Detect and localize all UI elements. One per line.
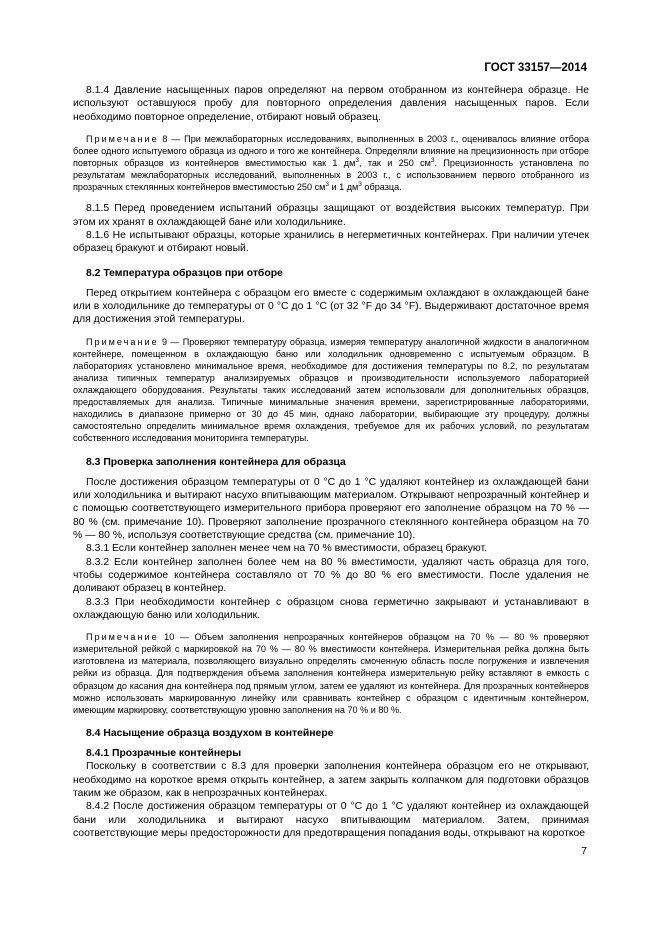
paragraph-8-4-1: Поскольку в соответствии с 8.3 для проверки заполнения контейнера образцом его не открывают, необходимо на короткое время открыть контейнер, а затем закрыть колпачком для подготовки образцов таким же образом, как в непрозрачных контейнерах.	[73, 761, 589, 799]
note-label: Примечание	[86, 133, 159, 144]
page-number: 7	[581, 846, 587, 857]
heading-8-3: 8.3 Проверка заполнения контейнера для образца	[86, 456, 346, 468]
heading-8-4: 8.4 Насыщение образца воздухом в контейнере	[86, 727, 334, 739]
paragraph-8-3: После достижения образцом температуры от 0 °С до 1 °С удаляют контейнер из охлаждающей бани или холодильника и вытирают насухо впитывающим материалом. Открывают непрозрачный контейнер и с помощью соответствующего измерительного прибора проверяют его заполнение образцом на 70 % — 80 % (см. примечание 10). Проверяют заполнение прозрачного стеклянного контейнера образцом на 70 % — 80 %, используя соответствующие средства (см. примечание 10).	[73, 476, 589, 542]
note-label: Примечание	[86, 336, 159, 347]
paragraph-8-1-5: 8.1.5 Перед проведением испытаний образцы защищают от воздействия высоких температур. При этом их хранят в охлаждающей бане или холодильнике.	[73, 203, 589, 228]
paragraph-8-1-6: 8.1.6 Не испытывают образцы, которые хранились в негерметичных контейнерах. При наличии утечек образец бракуют и отбирают новый.	[73, 229, 589, 255]
paragraph-8-3-3: 8.3.3 При необходимости контейнер с образцом снова герметично закрывают и устанавливают в охлаждающую баню или холодильник.	[73, 596, 589, 621]
paragraph-8-2: Перед открытием контейнера с образцом его вместе с содержимым охлаждают в охлаждающей бане или в холодильнике до температуры от 0 °С до 1 °С (от 32 °F до 34 °F). Выдерживают достаточное время для достижения этой температуры.	[73, 287, 589, 326]
document-header: ГОСТ 33157—2014	[484, 62, 587, 74]
paragraph-8-4-2: 8.4.2 После достижения образцом температуры от 0 °С до 1 °С удаляют контейнер из охлаждающей бани или холодильника и вытирают насухо впитывающим материалом. Затем, принимая соответствующие меры предосторожности для предотвращения попадания воды, открывают на короткое	[73, 801, 589, 839]
note-8: Примечание 8 — При межлабораторных исследованиях, выполненных в 2003 г., оценивалось влияние отбора более одного испытуемого образца из одного и того же контейнера. Определяли влияние на прецизионность при отборе повторных образцов из контейнеров вместимостью как 1 $дм^3$, так и 250 $см^3$. Прецизионность установлена по результатам межлабораторных исследований, выполненных в 2003 г., с использованием первого отобранного из прозрачных стеклянных контейнеров вместимостью 250 $см^3$ и 1 $дм^3$ образца.	[73, 133, 589, 193]
paragraph-8-3-2: 8.3.2 Если контейнер заполнен более чем на 80 % вместимости, удаляют часть образца для того, чтобы содержимое контейнера составляло от 70 % до 80 % его вместимости. После удаления не доливают образец в контейнер.	[73, 556, 589, 595]
paragraph-8-1-4: 8.1.4 Давление насыщенных паров определяют на первом отобранном из контейнера образце. Не используют оставшуюся пробу для повторного определения давления насыщенных паров. Если необходимо повторное определение, отбирают новый образец.	[73, 85, 589, 123]
document-body	[73, 84, 589, 840]
note-9: Примечание 9 — Проверяют температуру образца, измеряя температуру аналогичной жидкости в аналогичном контейнере, помещенном в охлаждающую баню или холодильник одновременно с испытуемым образцом. В лабораториях установлено минимальное время, необходимое для достижения температуры по 8.2, по результатам анализа типичных температур анализируемых образцов и производительности используемого лабораторией охлаждающего оборудования. Результаты таких исследований затем использовали для дополнительных образцов, предоставляемых для анализа. Типичные минимальные значения времени, зарегистрированные лабораториями, находились в диапазоне примерно от 30 до 45 мин, однако лаборатории, выбирающие эту процедуру, должны самостоятельно определить минимальное время охлаждения, требуемое для их рабочих условий, по результатам собственного исследования мониторинга температуры.	[73, 336, 589, 444]
note-10: Примечание 10 — Объем заполнения непрозрачных контейнеров образцом на 70 % — 80 % проверяют измерительной рейкой с маркировкой на 70 % — 80 % вместимости контейнера. Измерительная рейка должна быть изготовлена из материала, позволяющего визуально определять смоченную область после погружения и извлечения рейки из образца. Для подтверждения объема заполнения контейнера измерительную рейку вставляют в емкость с образцом до касания дна контейнера под прямым углом, затем ее удаляют из контейнера. Для прозрачных контейнеров можно использовать маркированную линейку или сравнивать контейнер с образцом с идентичным контейнером, имеющим маркировку, соответствующую уровню заполнения на 70 % и 80 %.	[73, 632, 589, 715]
paragraph-8-3-1: 8.3.1 Если контейнер заполнен менее чем на 70 % вместимости, образец бракуют.	[86, 543, 487, 555]
note-label: Примечание	[86, 632, 159, 643]
heading-8-4-1: 8.4.1 Прозрачные контейнеры	[86, 748, 242, 760]
heading-8-2: 8.2 Температура образцов при отборе	[86, 267, 283, 279]
